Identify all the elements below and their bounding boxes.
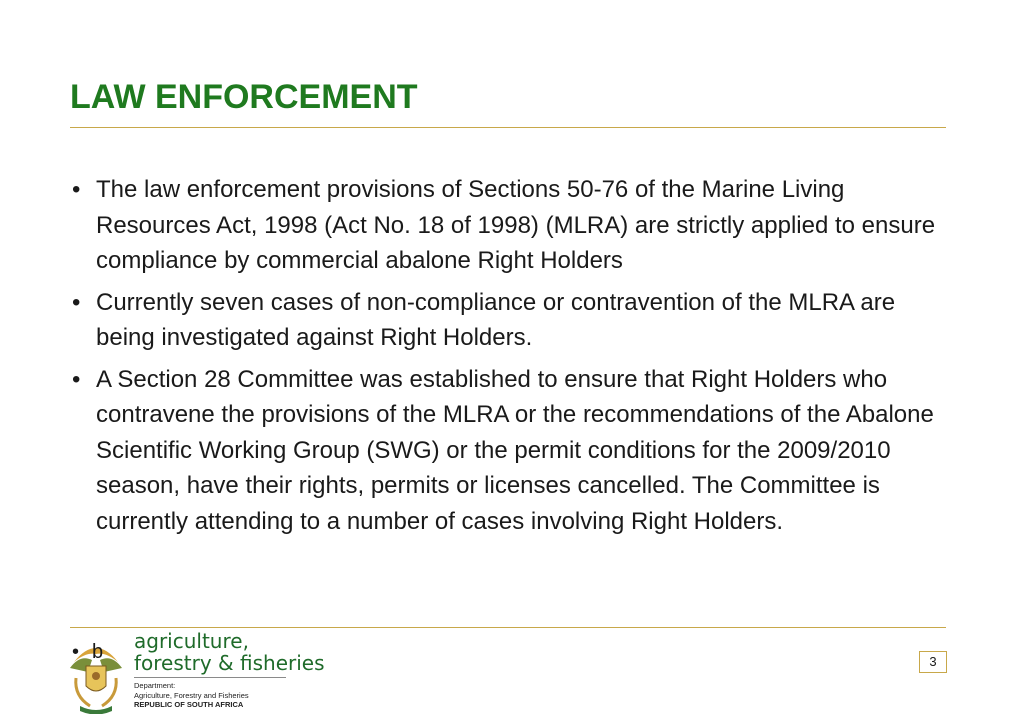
footer-divider xyxy=(70,627,946,628)
bullet-text: The law enforcement provisions of Sections 50-76 of the Marine Living Resources Act, 1998 (Act No. 18 of 1998) (MLRA) are strictly applied to ensure compliance by commercial abalone Right Holders xyxy=(96,176,936,274)
department-name-line1: agriculture, xyxy=(134,629,249,653)
bullet-list xyxy=(72,172,952,545)
department-name xyxy=(134,630,325,674)
bullet-glyph: • xyxy=(72,288,81,316)
title-divider xyxy=(70,127,946,128)
department-details xyxy=(134,681,249,710)
bullet-text: A Section 28 Committee was established to ensure that Right Holders who contravene the provisions of the MLRA or the recommendations of the Abalone Scientific Working Group (SWG) or the permit conditions for the 2009/2010 season, have their rights, permits or licenses cancelled. The Committee is currently attending to a number of cases involving Right Holders. xyxy=(96,365,934,535)
page-number: 3 xyxy=(919,651,947,673)
department-name-line2: forestry & fisheries xyxy=(134,651,325,675)
bullet-glyph: • xyxy=(72,365,81,393)
department-label: Department: xyxy=(134,681,176,690)
footer-stray-text: b xyxy=(92,641,104,663)
country-name: REPUBLIC OF SOUTH AFRICA xyxy=(134,700,244,709)
bullet-item xyxy=(72,172,952,279)
footer-bullet-glyph: • xyxy=(72,641,80,663)
department-divider xyxy=(134,677,286,678)
bullet-item xyxy=(72,285,952,356)
bullet-text: Currently seven cases of non-compliance or contravention of the MLRA are being investigated against Right Holders. xyxy=(96,288,896,351)
bullet-glyph: • xyxy=(72,176,81,203)
department-full-name: Agriculture, Forestry and Fisheries xyxy=(134,690,249,700)
bullet-item xyxy=(72,362,952,540)
slide-title: LAW ENFORCEMENT xyxy=(70,78,418,116)
